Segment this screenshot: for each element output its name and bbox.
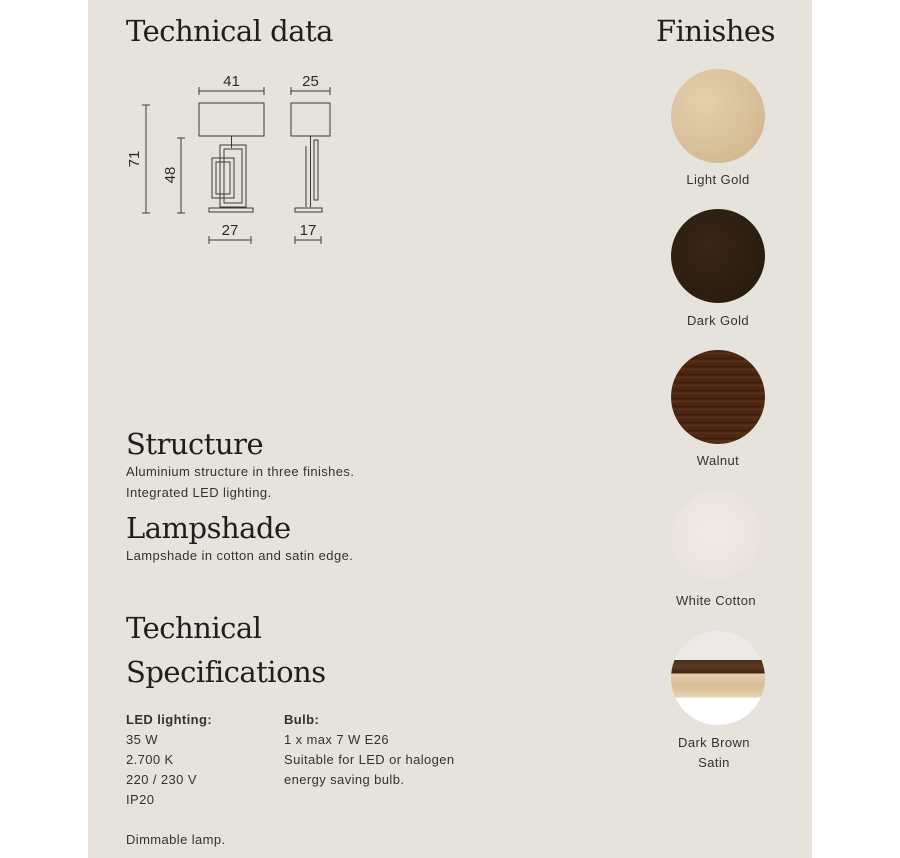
structure-text-1: Aluminium structure in three finishes.: [126, 464, 355, 479]
dimmable-note: Dimmable lamp.: [126, 832, 226, 847]
led-label: LED lighting:: [126, 712, 213, 727]
lampshade-title: Lampshade: [126, 511, 291, 545]
finish-label-light-gold: Light Gold: [686, 172, 750, 187]
finish-swatch-walnut: [671, 350, 765, 444]
led-value: 220 / 230 V: [126, 772, 197, 787]
technical-data-title: Technical data: [126, 14, 333, 48]
lampshade-text: Lampshade in cotton and satin edge.: [126, 548, 354, 563]
front-base: [209, 208, 253, 212]
dim-height-total: 71: [126, 150, 143, 168]
led-value: IP20: [126, 792, 155, 807]
dim-width-side: 25: [302, 73, 319, 90]
led-value: 2.700 K: [126, 752, 174, 767]
bulb-value: energy saving bulb.: [284, 772, 405, 787]
side-base: [295, 208, 322, 212]
finish-label-dark-brown-satin: [634, 733, 794, 773]
finish-label-line: Satin: [698, 755, 730, 770]
dimension-drawing: [120, 64, 350, 254]
finish-swatch-dark-gold: [671, 209, 765, 303]
tech-specs-title-line1: Technical: [126, 611, 262, 645]
dim-width-front: 41: [223, 73, 240, 90]
bulb-value: 1 x max 7 W E26: [284, 732, 389, 747]
side-lampshade: [291, 103, 330, 136]
front-lampshade: [199, 103, 264, 136]
tech-specs-title-line2: Specifications: [126, 655, 326, 689]
bulb-specs: [284, 710, 455, 790]
finish-label-walnut: Walnut: [696, 453, 740, 468]
bulb-label: Bulb:: [284, 712, 320, 727]
finishes-title: Finishes: [656, 14, 775, 48]
dim-base-front: 27: [221, 222, 239, 239]
led-specs: [126, 710, 212, 810]
finish-swatch-dark-brown-satin: [671, 631, 765, 725]
led-value: 35 W: [126, 732, 158, 747]
bulb-value: Suitable for LED or halogen: [284, 752, 455, 767]
finish-swatch-white-cotton: [671, 490, 765, 584]
dim-height-base: 48: [162, 166, 179, 184]
finish-label-line: Dark Brown: [678, 735, 750, 750]
structure-title: Structure: [126, 427, 264, 461]
finish-swatch-light-gold: [671, 69, 765, 163]
structure-text-2: Integrated LED lighting.: [126, 485, 272, 500]
finish-label-dark-gold: Dark Gold: [686, 313, 750, 328]
finish-label-white-cotton: White Cotton: [676, 593, 756, 608]
dim-base-side: 17: [299, 222, 317, 239]
